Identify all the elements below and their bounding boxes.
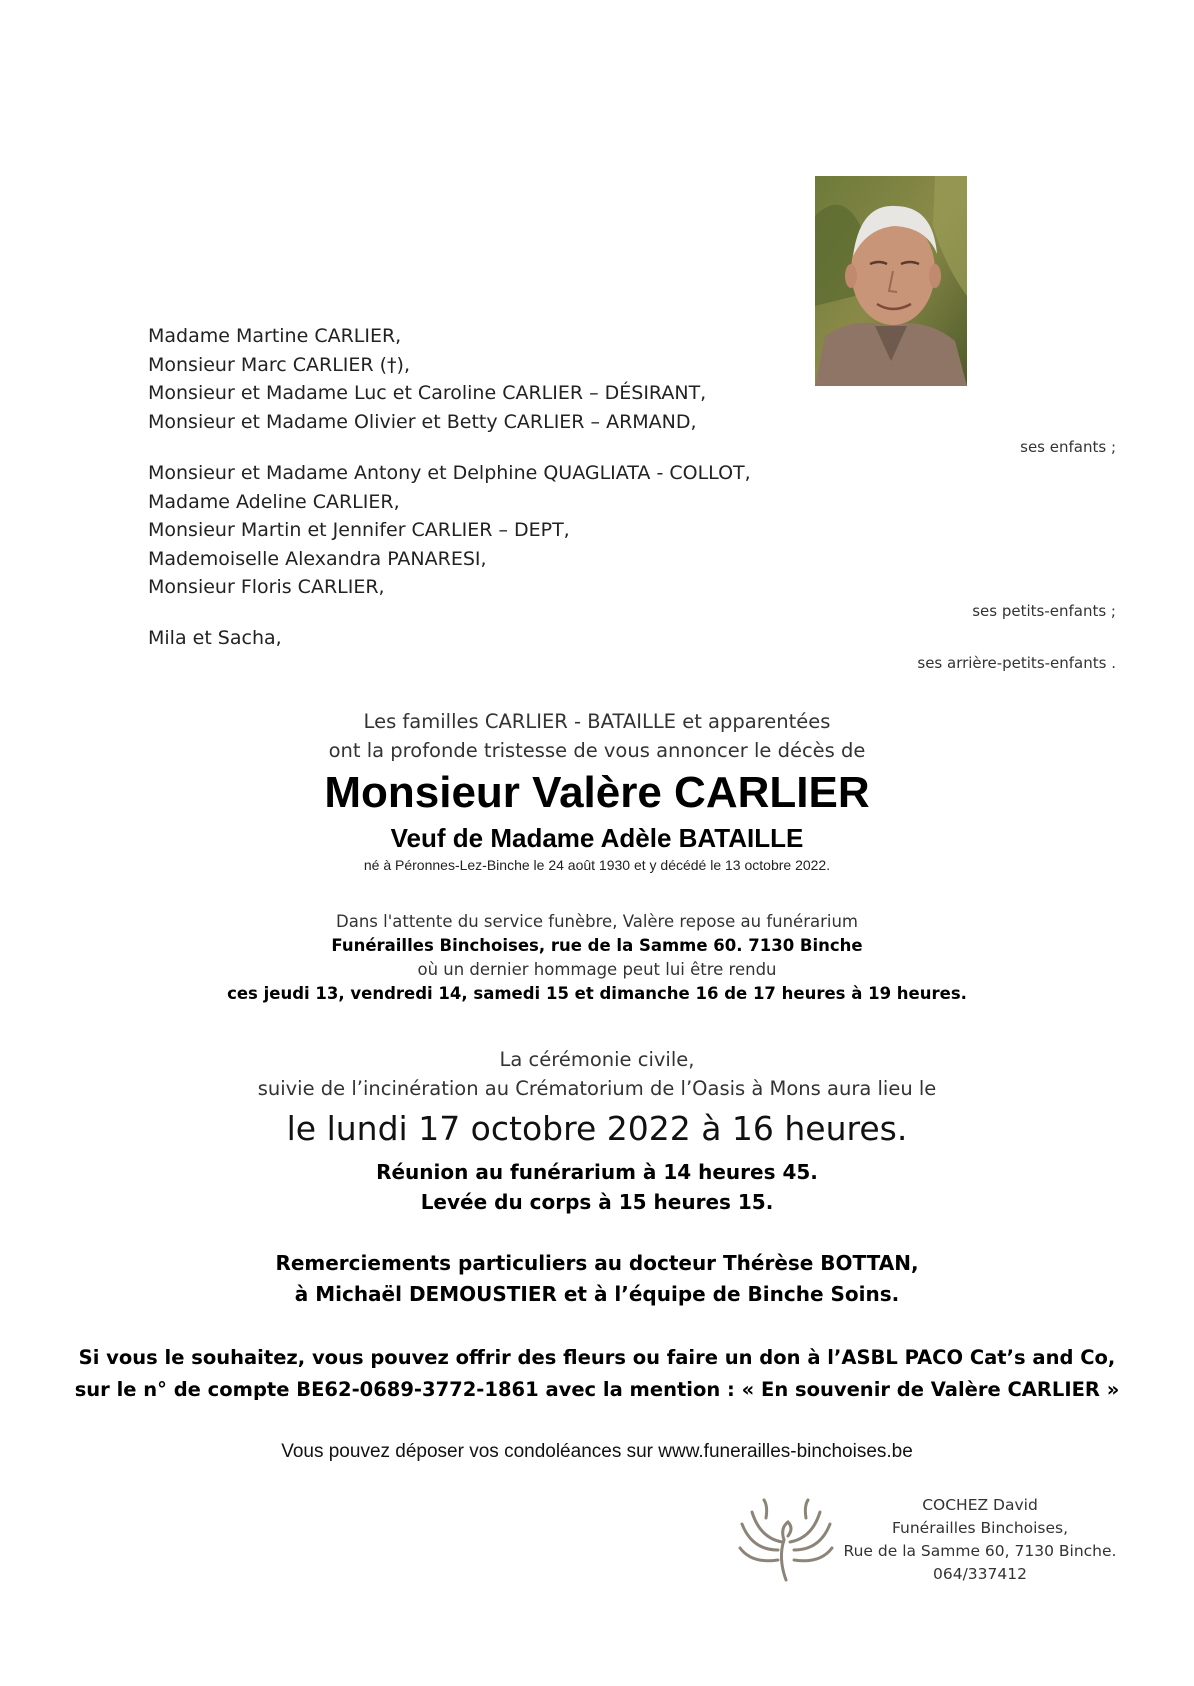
condolences-note: Vous pouvez déposer vos condoléances sur www.funerailles-binchoises.be [281, 1441, 913, 1462]
ceremony-date: le lundi 17 octobre 2022 à 16 heures. [286, 1109, 908, 1148]
family-name: Monsieur et Madame Olivier et Betty CARLIER – ARMAND, [148, 410, 697, 433]
widow-line: Veuf de Madame Adèle BATAILLE [390, 823, 804, 853]
grandchildren-relation: ses petits-enfants ; [972, 602, 1116, 620]
signature-company: Funérailles Binchoises, [891, 1519, 1069, 1537]
deceased-name: Monsieur Valère CARLIER [324, 768, 870, 817]
donation-line: sur le n° de compte BE62-0689-3772-1861 avec la mention : « En souvenir de Valère CARLIER » [74, 1378, 1120, 1401]
family-name: Monsieur et Madame Antony et Delphine QUAGLIATA - COLLOT, [148, 462, 751, 484]
family-name: Monsieur et Madame Luc et Caroline CARLIER – DÉSIRANT, [148, 382, 707, 404]
family-name: Mademoiselle Alexandra PANARESI, [148, 547, 487, 570]
signature-block [820, 1494, 1140, 1586]
announcement-line: ont la profonde tristesse de vous annoncer le décès de [328, 739, 866, 762]
thanks-line: Remerciements particuliers au docteur Thérèse BOTTAN, [275, 1251, 919, 1275]
donation-line: Si vous le souhaitez, vous pouvez offrir des fleurs ou faire un don à l’ASBL PACO Cat’s and Co, [78, 1346, 1116, 1369]
announcement-line: Les familles CARLIER - BATAILLE et apparentées [363, 710, 831, 733]
funerarium-line: où un dernier hommage peut lui être rendu [417, 960, 777, 979]
ceremony-line: La cérémonie civile, [499, 1048, 695, 1071]
funerarium-line: Dans l'attente du service funèbre, Valère repose au funérarium [336, 912, 858, 931]
family-name: Monsieur Floris CARLIER, [148, 576, 385, 598]
family-name: Madame Martine CARLIER, [148, 325, 402, 347]
levee-time: Levée du corps à 15 heures 15. [420, 1190, 774, 1214]
reunion-time: Réunion au funérarium à 14 heures 45. [376, 1160, 818, 1184]
family-name: Madame Adeline CARLIER, [148, 490, 400, 513]
family-name: Monsieur Martin et Jennifer CARLIER – DEPT, [148, 519, 570, 541]
visiting-hours: ces jeudi 13, vendredi 14, samedi 15 et dimanche 16 de 17 heures à 19 heures. [227, 984, 967, 1003]
thanks-line: à Michaël DEMOUSTIER et à l’équipe de Binche Soins. [294, 1282, 900, 1306]
ceremony-line: suivie de l’incinération au Crématorium de l’Oasis à Mons aura lieu le [257, 1077, 937, 1100]
family-name: Mila et Sacha, [148, 627, 282, 649]
grandchildren-list [148, 459, 751, 602]
family-name: Monsieur Marc CARLIER (†), [148, 353, 411, 376]
children-relation: ses enfants ; [1020, 438, 1116, 456]
birth-death-dates: né à Péronnes-Lez-Binche le 24 août 1930 et y décédé le 13 octobre 2022. [363, 857, 831, 873]
signature-address: Rue de la Samme 60, 7130 Binche. [843, 1542, 1117, 1560]
signature-phone: 064/337412 [933, 1565, 1027, 1583]
great-grandchildren-relation: ses arrière-petits-enfants . [917, 654, 1116, 672]
portrait-photo [815, 176, 967, 386]
funerarium-address: Funérailles Binchoises, rue de la Samme 60. 7130 Binche [331, 936, 863, 955]
great-grandchildren-list [148, 624, 282, 653]
signature-name: COCHEZ David [922, 1496, 1038, 1514]
children-list [148, 322, 706, 436]
